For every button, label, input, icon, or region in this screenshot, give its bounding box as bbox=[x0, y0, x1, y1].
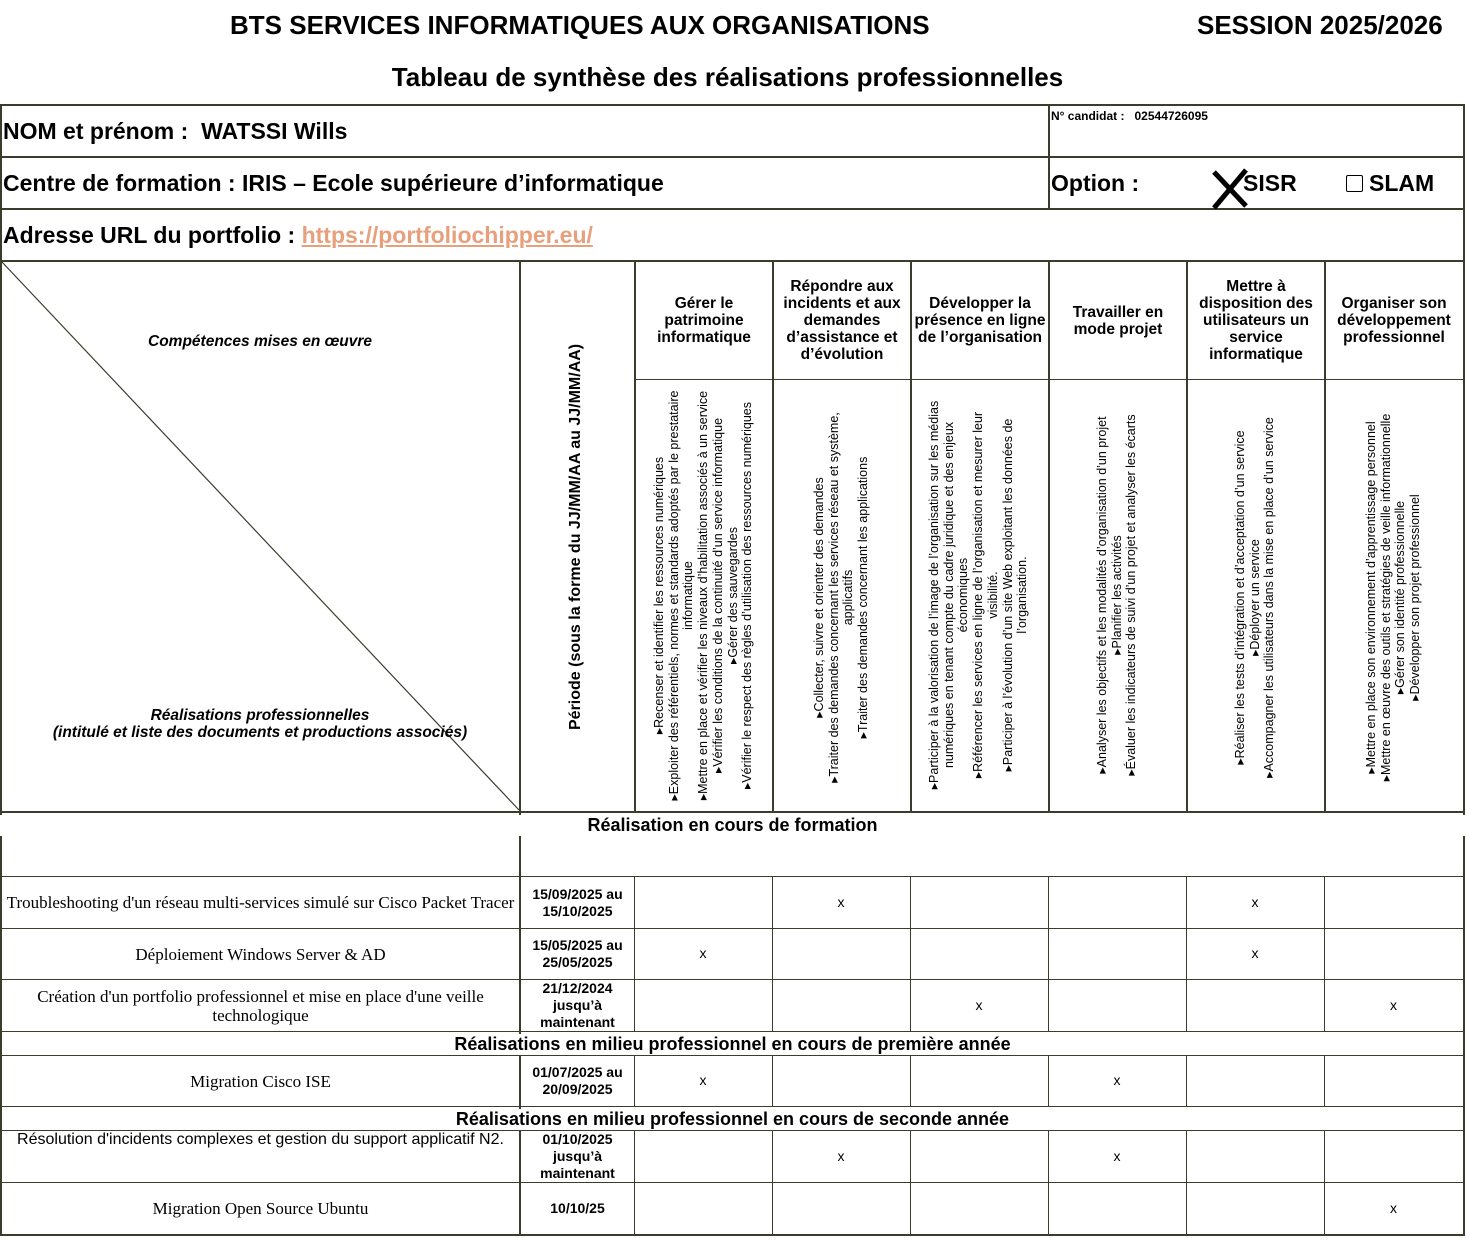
competence-header-3: Développer la présence en ligne de l’organisation bbox=[914, 295, 1046, 346]
col-divider bbox=[1324, 1055, 1325, 1106]
col-divider bbox=[772, 928, 773, 979]
competence-item: ▸Vérifier le respect des règles d’utilisation des ressources numériques bbox=[740, 402, 755, 790]
section-title: Réalisation en cours de formation bbox=[0, 815, 1465, 836]
realisations-title: Réalisations professionnelles bbox=[150, 707, 370, 724]
competence-items-3 bbox=[927, 390, 1030, 800]
realisation-title: Déploiement Windows Server & AD bbox=[135, 944, 386, 964]
checkbox-icon bbox=[1346, 175, 1363, 192]
col-divider bbox=[634, 876, 635, 928]
realisation-title: Création d'un portfolio professionnel et mise en place d'une veille technologique bbox=[37, 986, 484, 1025]
col-divider bbox=[772, 1182, 773, 1234]
col-divider bbox=[1048, 1182, 1049, 1234]
candidate-number bbox=[1051, 109, 1208, 123]
realisation-title: Résolution d'incidents complexes et gestion du support applicatif N2. bbox=[17, 1131, 504, 1148]
col-divider bbox=[1186, 876, 1187, 928]
competence-items-1 bbox=[652, 383, 755, 808]
col-divider bbox=[634, 1130, 635, 1182]
competence-item: ▸Participer à l’évolution d’un site Web exploitant les données de l’organisation. bbox=[1000, 418, 1030, 772]
competence-item: ▸Développer son projet professionnel bbox=[1408, 494, 1423, 701]
realisation-period: 10/10/25 bbox=[550, 1200, 605, 1216]
name-value: WATSSI Wills bbox=[201, 118, 348, 144]
competence-header-6: Organiser son développement professionnel bbox=[1337, 295, 1451, 346]
option-slam[interactable] bbox=[1346, 170, 1434, 197]
col-divider bbox=[1048, 104, 1050, 208]
competence-item: ▸Participer à la valorisation de l’image de l’organisation sur les médias numériques en tenant compte du cadre juridique et des enjeux économiques bbox=[927, 400, 971, 790]
realisation-title: Troubleshooting d'un réseau multi-services simulé sur Cisco Packet Tracer bbox=[6, 893, 515, 912]
row-divider bbox=[0, 1031, 1465, 1032]
competence-item: ▸Gérer son identité professionnelle bbox=[1393, 500, 1408, 695]
col-divider bbox=[772, 979, 773, 1031]
col-divider bbox=[1048, 876, 1049, 928]
candidate-number-value: 02544726095 bbox=[1134, 109, 1208, 123]
col-divider bbox=[772, 1055, 773, 1106]
competence-mark: x bbox=[1113, 1147, 1121, 1164]
competence-mark: x bbox=[1251, 945, 1259, 961]
competence-item: ▸Accompagner les utilisateurs dans la mise en place d’un service bbox=[1262, 417, 1277, 778]
col-divider bbox=[1186, 979, 1187, 1031]
competence-mark: x bbox=[837, 1147, 845, 1164]
competence-items-6 bbox=[1364, 405, 1423, 790]
col-divider bbox=[1324, 1182, 1325, 1234]
bottom-border bbox=[0, 1234, 1465, 1236]
col-divider bbox=[634, 928, 635, 979]
col-divider bbox=[1048, 1055, 1049, 1106]
section-title: Réalisations en milieu professionnel en cours de première année bbox=[2, 1034, 1463, 1055]
col-divider bbox=[772, 1130, 773, 1182]
competence-item: ▸Mettre en œuvre des outils et stratégies de veille informationnelle bbox=[1378, 413, 1393, 782]
col-divider bbox=[1324, 928, 1325, 979]
realisation-period: 01/07/2025 au 20/09/2025 bbox=[532, 1064, 623, 1097]
checked-cross-icon bbox=[1208, 166, 1252, 210]
option-slam-label: SLAM bbox=[1369, 170, 1435, 196]
right-border bbox=[1463, 104, 1465, 1236]
period-header: Période (sous la forme du JJ/MM/AA au JJ/MM/AA) bbox=[567, 343, 584, 730]
document-title: BTS SERVICES INFORMATIQUES AUX ORGANISATIONS bbox=[230, 10, 930, 40]
competence-mark: x bbox=[699, 945, 707, 961]
competence-item: ▸Planifier les activités bbox=[1109, 535, 1124, 655]
col-divider bbox=[910, 1182, 911, 1234]
competence-item: ▸Exploiter des référentiels, normes et standards adoptés par le prestataire informatique bbox=[666, 390, 696, 801]
competence-item: ▸Collecter, suivre et orienter des demandes bbox=[812, 477, 826, 718]
competence-header-4: Travailler en mode projet bbox=[1072, 303, 1164, 338]
col-divider bbox=[1048, 979, 1049, 1031]
col-divider bbox=[910, 979, 911, 1031]
competence-mark: x bbox=[1390, 1199, 1397, 1216]
competence-item: ▸Référencer les services en ligne de l’organisation et mesurer leur visibilité. bbox=[971, 411, 1000, 779]
col-divider bbox=[1186, 1130, 1187, 1182]
option-label: Option : bbox=[1051, 170, 1140, 196]
col-divider bbox=[1048, 928, 1049, 979]
competence-item: ▸Mettre en place son environnement d’apprentissage personnel bbox=[1364, 421, 1378, 774]
competence-header-2: Répondre aux incidents et aux demandes d’assistance et d’évolution bbox=[783, 278, 901, 363]
candidate-number-label: N° candidat : bbox=[1051, 109, 1125, 123]
col-divider bbox=[1048, 1130, 1049, 1182]
competence-mark: x bbox=[837, 893, 845, 910]
competence-item: ▸Traiter des demandes concernant les services réseau et système, applicatifs bbox=[826, 412, 856, 783]
name-field bbox=[3, 118, 347, 145]
competence-header-1: Gérer le patrimoine informatique bbox=[657, 295, 751, 346]
col-divider bbox=[910, 928, 911, 979]
competence-item: ▸Analyser les objectifs et les modalités d’organisation d’un projet bbox=[1095, 416, 1109, 774]
realisations-label bbox=[20, 707, 500, 741]
col-divider bbox=[910, 876, 911, 928]
col-divider bbox=[1324, 979, 1325, 1031]
option-sisr-label: SISR bbox=[1243, 170, 1297, 196]
competence-items-4 bbox=[1095, 405, 1139, 785]
competence-mark: x bbox=[1113, 1072, 1121, 1088]
col-divider bbox=[772, 876, 773, 928]
competence-item: ▸Traiter des demandes concernant les applications bbox=[856, 456, 871, 739]
portfolio-link[interactable]: https://portfoliochipper.eu/ bbox=[301, 222, 593, 248]
competence-item: ▸Vérifier les conditions de la continuité d’un service informatique bbox=[710, 417, 725, 774]
col-divider bbox=[1186, 1182, 1187, 1234]
competence-mark: x bbox=[975, 996, 983, 1013]
realisation-title: Migration Cisco ISE bbox=[190, 1071, 331, 1091]
competence-items-2 bbox=[812, 400, 871, 795]
col-divider bbox=[1186, 928, 1187, 979]
competence-header-5: Mettre à disposition des utilisateurs un service informatique bbox=[1199, 278, 1313, 363]
col-divider bbox=[910, 1055, 911, 1106]
top-border bbox=[0, 104, 1465, 106]
head-divider bbox=[634, 379, 1464, 380]
row-divider bbox=[0, 156, 1465, 158]
realisation-period: 15/05/2025 au 25/05/2025 bbox=[532, 937, 623, 970]
col-divider bbox=[1186, 1055, 1187, 1106]
competence-item: ▸Recenser et identifier les ressources numériques bbox=[652, 456, 666, 735]
realisation-period: 01/10/2025 jusqu’à maintenant bbox=[540, 1131, 615, 1181]
section-title: Réalisations en milieu professionnel en cours de seconde année bbox=[2, 1109, 1463, 1130]
col-divider bbox=[1324, 1130, 1325, 1182]
realisation-title: Migration Open Source Ubuntu bbox=[152, 1199, 369, 1218]
center-label: Centre de formation : bbox=[3, 170, 236, 196]
competence-mark: x bbox=[1251, 893, 1259, 910]
realisations-subtitle: (intitulé et liste des documents et productions associés) bbox=[52, 724, 468, 741]
competences-label: Compétences mises en œuvre bbox=[148, 333, 372, 350]
competence-mark: x bbox=[1390, 996, 1397, 1013]
realisation-period: 15/09/2025 au 15/10/2025 bbox=[532, 885, 623, 919]
portfolio-url-field bbox=[3, 222, 593, 249]
competence-item: ▸Évaluer les indicateurs de suivi d’un projet et analyser les écarts bbox=[1124, 414, 1139, 776]
competence-item: ▸Gérer des sauvegardes bbox=[725, 527, 740, 664]
name-label: NOM et prénom : bbox=[3, 118, 189, 144]
competence-item: ▸Mettre en place et vérifier les niveaux d’habilitation associés à un service bbox=[696, 390, 711, 801]
col-divider bbox=[910, 1130, 911, 1182]
url-label: Adresse URL du portfolio : bbox=[3, 222, 296, 248]
col-divider bbox=[1324, 876, 1325, 928]
training-center bbox=[3, 170, 664, 197]
session-label: SESSION 2025/2026 bbox=[1197, 10, 1443, 40]
center-value: IRIS – Ecole supérieure d’informatique bbox=[241, 170, 664, 196]
competence-item: ▸Déployer un service bbox=[1247, 539, 1262, 656]
competence-mark: x bbox=[699, 1072, 707, 1088]
realisation-period: 21/12/2024 jusqu’à maintenant bbox=[540, 980, 615, 1030]
col-divider bbox=[634, 979, 635, 1031]
col-divider bbox=[634, 1182, 635, 1234]
competence-item: ▸Réaliser les tests d’intégration et d’acceptation d’un service bbox=[1233, 430, 1247, 765]
competence-items-5 bbox=[1233, 405, 1277, 790]
document-subtitle: Tableau de synthèse des réalisations professionnelles bbox=[391, 62, 1064, 92]
row-divider bbox=[0, 1106, 1465, 1107]
col-divider bbox=[634, 1055, 635, 1106]
